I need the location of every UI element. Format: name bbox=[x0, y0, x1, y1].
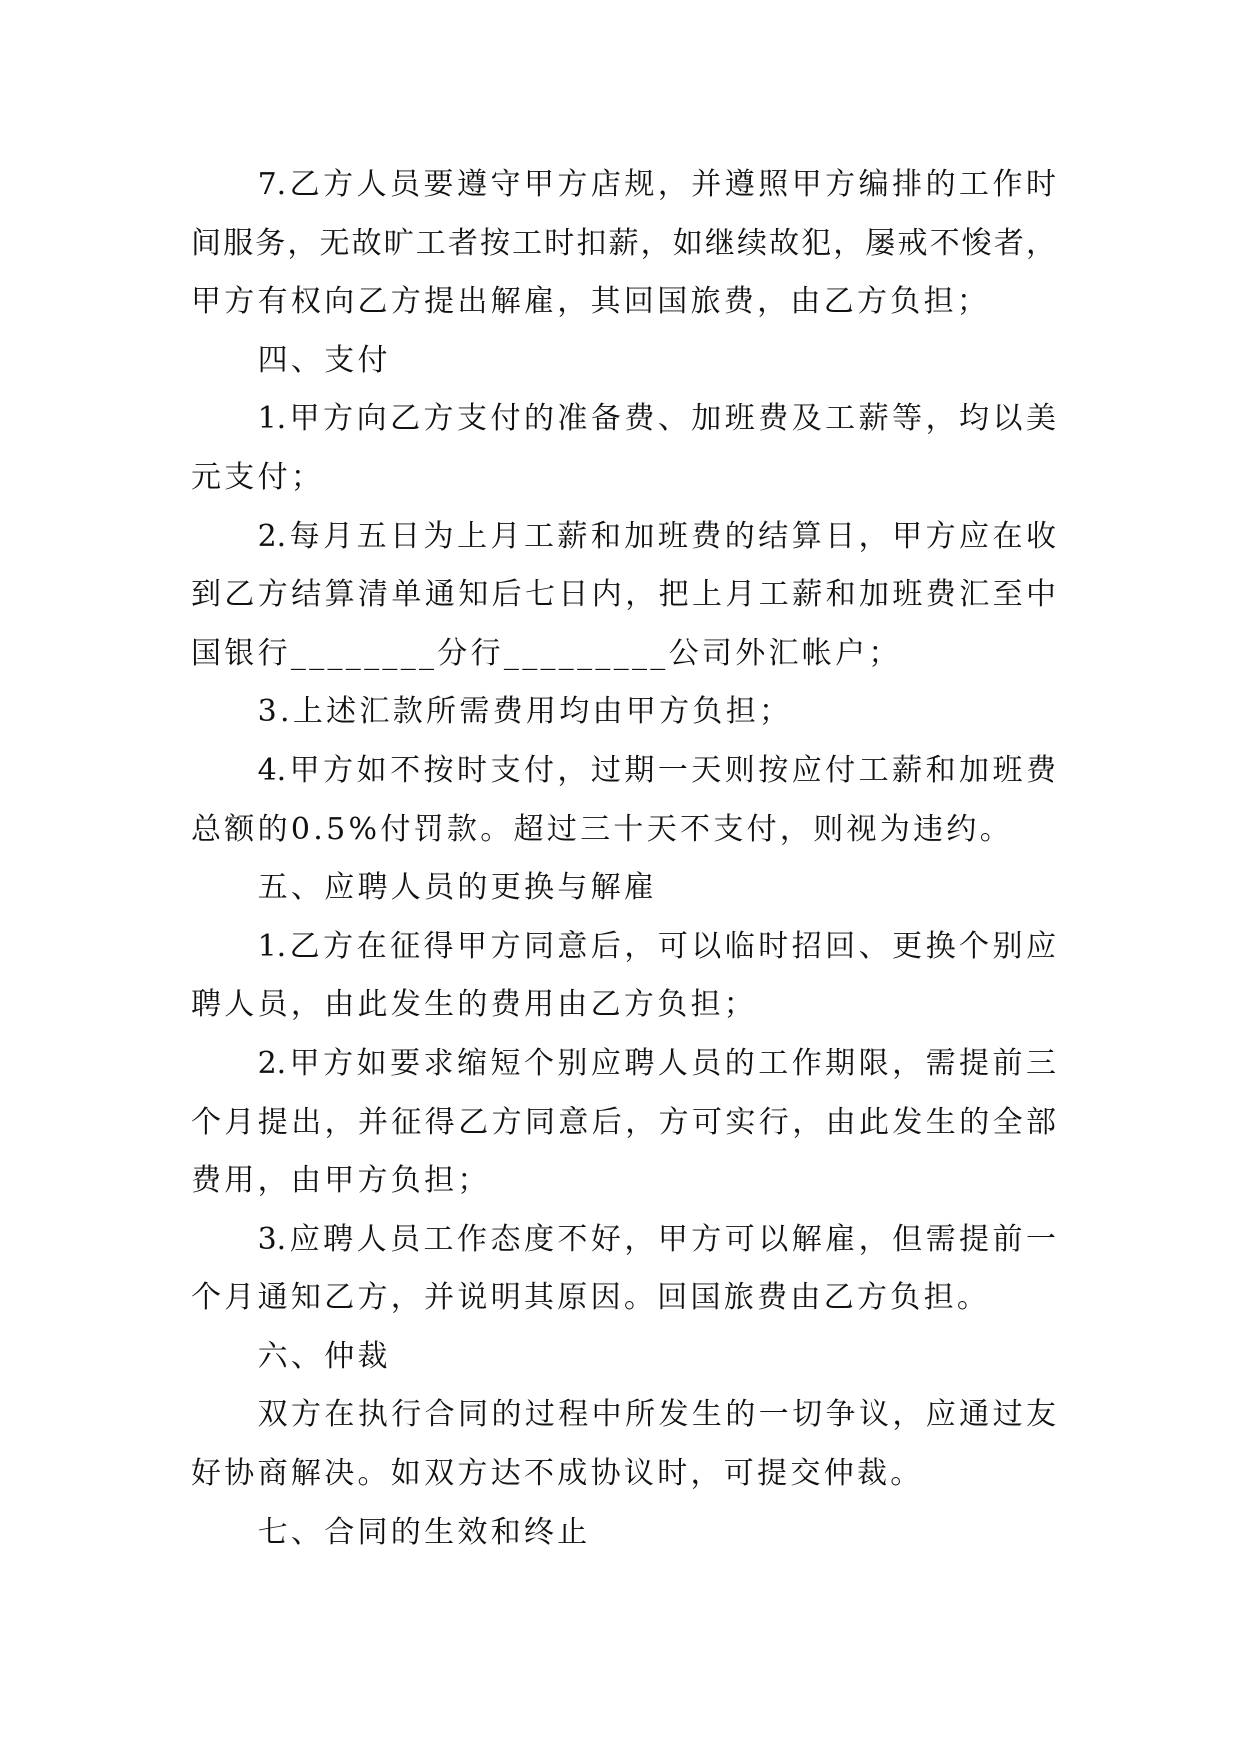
text-line: 3.上述汇款所需费用均由甲方负担； bbox=[257, 694, 793, 730]
heading-text: 六、仲裁 bbox=[257, 1338, 391, 1374]
clause-paragraph bbox=[191, 742, 1056, 859]
text-line: 间服务，无故旷工者按工时扣薪，如继续故犯，屡戒不悛者， bbox=[191, 225, 1056, 261]
text-line: 总额的0.5%付罚款。超过三十天不支付，则视为违约。 bbox=[191, 811, 1014, 847]
heading-text: 七、合同的生效和终止 bbox=[257, 1514, 591, 1550]
text-line: 1.甲方向乙方支付的准备费、加班费及工薪等，均以美 bbox=[257, 401, 1056, 437]
text-line: 3.应聘人员工作态度不好，甲方可以解雇，但需提前一 bbox=[257, 1221, 1056, 1257]
text-line: 国银行________分行_________公司外汇帐户； bbox=[191, 635, 902, 671]
clause-paragraph bbox=[191, 1211, 1056, 1328]
clause-paragraph bbox=[191, 1386, 1056, 1503]
text-line: 7.乙方人员要遵守甲方店规，并遵照甲方编排的工作时 bbox=[257, 167, 1056, 202]
text-line: 2.每月五日为上月工薪和加班费的结算日，甲方应在收 bbox=[257, 518, 1056, 554]
heading-text: 四、支付 bbox=[257, 342, 391, 378]
section-heading bbox=[191, 1504, 1056, 1563]
text-line: 个月提出，并征得乙方同意后，方可实行，由此发生的全部 bbox=[191, 1104, 1056, 1140]
text-line: 好协商解决。如双方达不成协议时，可提交仲裁。 bbox=[191, 1456, 924, 1492]
clause-paragraph bbox=[191, 390, 1056, 507]
text-line: 个月通知乙方，并说明其原因。回国旅费由乙方负担。 bbox=[191, 1280, 991, 1316]
document-body bbox=[191, 156, 1056, 1562]
text-line: 甲方有权向乙方提出解雇，其回国旅费，由乙方负担； bbox=[191, 284, 991, 320]
text-line: 2.甲方如要求缩短个别应聘人员的工作期限，需提前三 bbox=[257, 1045, 1056, 1081]
text-line: 1.乙方在征得甲方同意后，可以临时招回、更换个别应 bbox=[257, 928, 1056, 964]
text-line: 费用，由甲方负担； bbox=[191, 1163, 491, 1199]
section-heading bbox=[191, 859, 1056, 918]
text-line: 到乙方结算清单通知后七日内，把上月工薪和加班费汇至中 bbox=[191, 577, 1056, 613]
text-line: 聘人员，由此发生的费用由乙方负担； bbox=[191, 987, 758, 1023]
clause-paragraph bbox=[191, 918, 1056, 1035]
heading-text: 五、应聘人员的更换与解雇 bbox=[257, 870, 658, 906]
clause-paragraph bbox=[191, 1035, 1056, 1211]
text-line: 4.甲方如不按时支付，过期一天则按应付工薪和加班费 bbox=[257, 752, 1056, 788]
clause-paragraph bbox=[191, 683, 1056, 742]
section-heading bbox=[191, 332, 1056, 391]
text-line: 双方在执行合同的过程中所发生的一切争议，应通过友 bbox=[257, 1397, 1056, 1433]
clause-paragraph bbox=[191, 508, 1056, 684]
clause-paragraph bbox=[191, 156, 1056, 332]
text-line: 元支付； bbox=[191, 459, 325, 495]
section-heading bbox=[191, 1328, 1056, 1387]
